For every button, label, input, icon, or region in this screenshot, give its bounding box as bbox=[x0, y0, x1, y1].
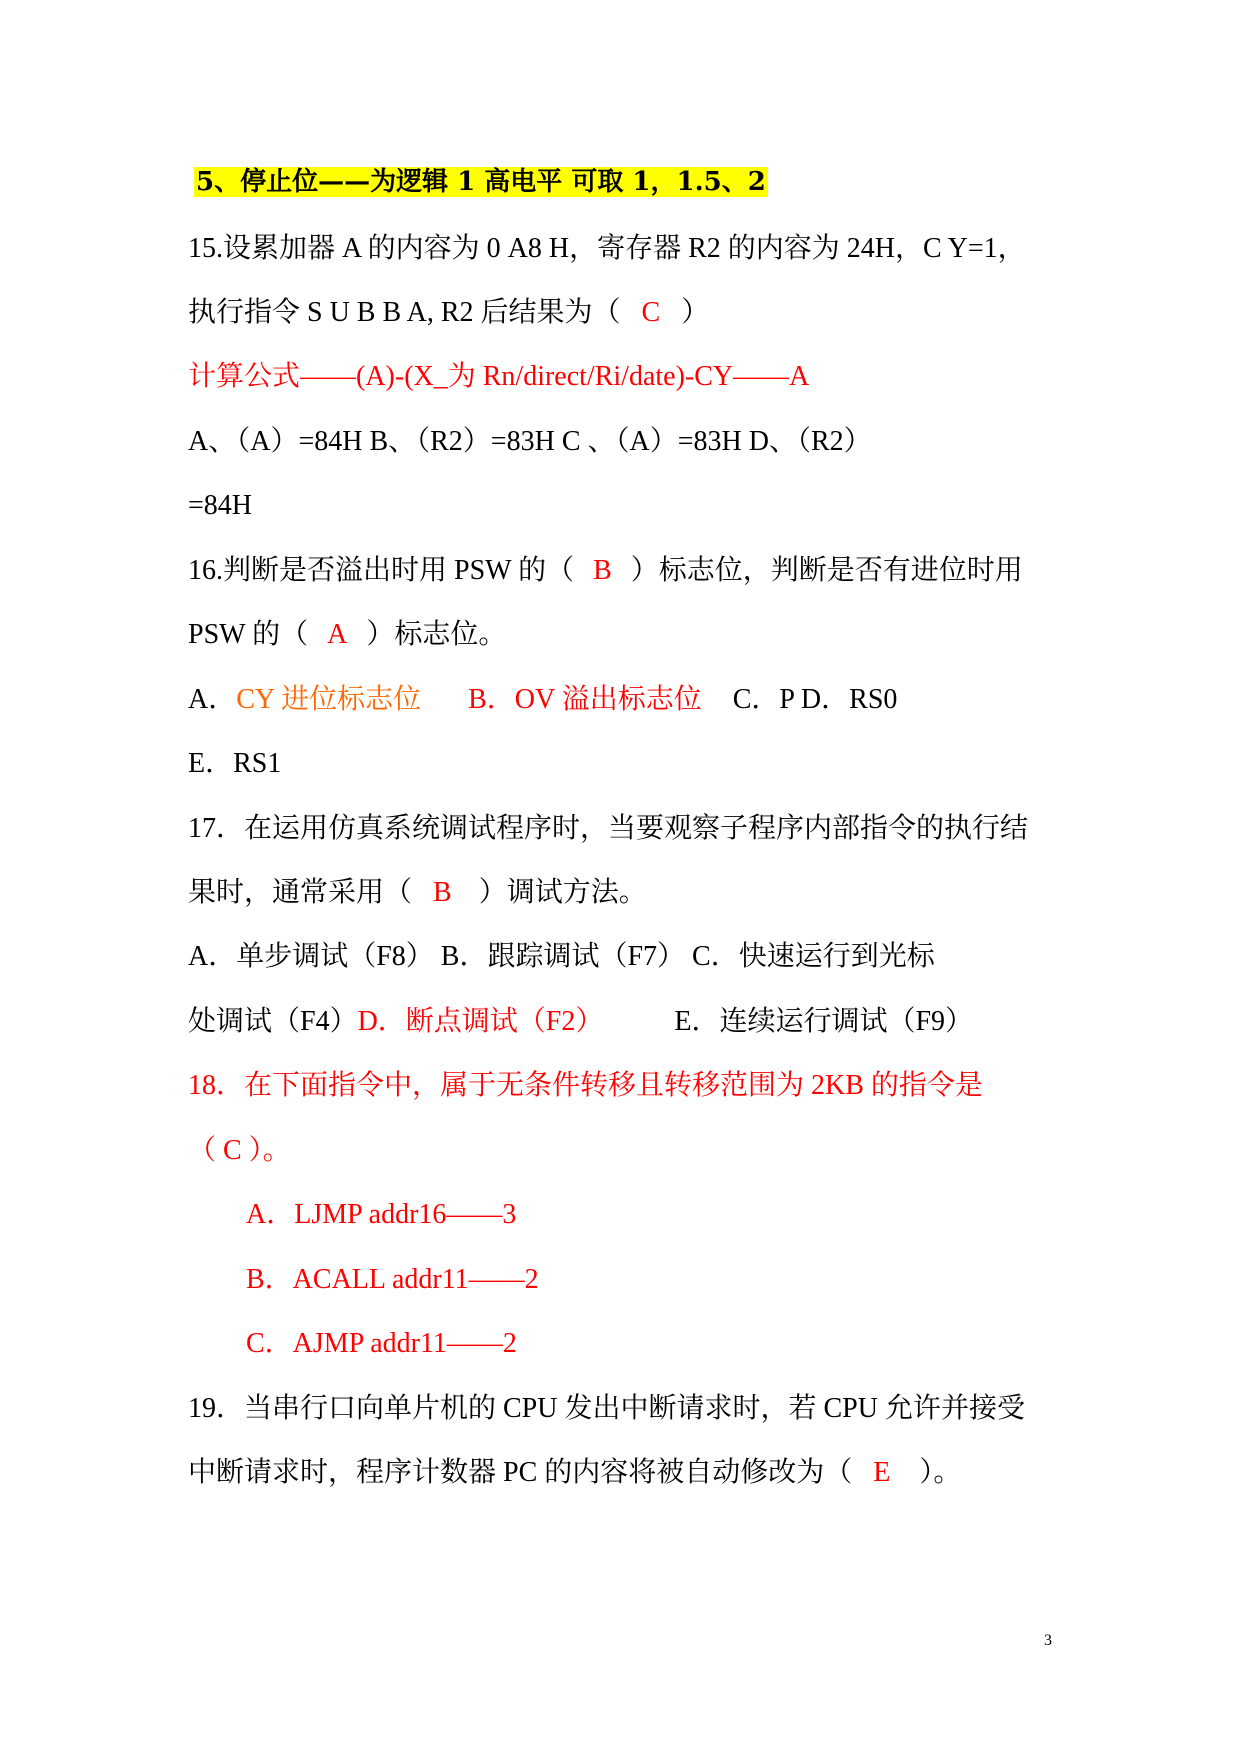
q17-line-2 bbox=[188, 873, 647, 913]
q16-answer-1: B bbox=[593, 555, 612, 586]
q15-formula: 计算公式——(A)-(X_为 Rn/direct/Ri/date)-CY——A bbox=[188, 361, 810, 392]
q19-text-end: ）。 bbox=[919, 1457, 962, 1488]
q16-line-2 bbox=[188, 615, 506, 655]
q17-line-1: 17．在运用仿真系统调试程序时，当要观察子程序内部指令的执行结 bbox=[188, 813, 1029, 844]
q16-text-2: PSW 的（ bbox=[188, 619, 309, 650]
q17-options-2 bbox=[188, 1002, 973, 1042]
q16-answer-2: A bbox=[327, 619, 348, 650]
q17-options-1: A．单步调试（F8） B．跟踪调试（F7） C．快速运行到光标 bbox=[188, 941, 935, 972]
q15-text: 执行指令 S U B B A, R2 后结果为（ bbox=[188, 297, 621, 328]
q15-line-2 bbox=[188, 293, 709, 333]
highlight-note: 5、停止位——为逻辑 1 高电平 可取 1，1.5、2 bbox=[196, 167, 766, 197]
q16-option-a-label: A． bbox=[188, 684, 237, 715]
q19-answer: E bbox=[873, 1457, 891, 1488]
q19-text: 中断请求时，程序计数器 PC 的内容将被自动修改为（ bbox=[188, 1457, 853, 1488]
q18-option-c: C．AJMP addr11——2 bbox=[246, 1328, 517, 1359]
q18-line-1: 18．在下面指令中，属于无条件转移且转移范围为 2KB 的指令是 bbox=[188, 1070, 983, 1101]
q16-options bbox=[188, 680, 897, 720]
q19-line-1: 19．当串行口向单片机的 CPU 发出中断请求时，若 CPU 允许并接受 bbox=[188, 1393, 1025, 1424]
q16-line-1 bbox=[188, 551, 1023, 591]
q16-option-b: B．OV 溢出标志位 bbox=[468, 684, 702, 715]
q15-line-1: 15.设累加器 A 的内容为 0 A8 H，寄存器 R2 的内容为 24H，C Y=1， bbox=[188, 233, 1026, 264]
q17-text: 果时，通常采用（ bbox=[188, 877, 413, 908]
q18-option-a: A．LJMP addr16——3 bbox=[246, 1199, 517, 1230]
q17-answer: B bbox=[433, 877, 452, 908]
q17-option-c-cont: 处调试（F4） bbox=[188, 1006, 358, 1037]
q16-text-1-end: ）标志位，判断是否有进位时用 bbox=[630, 555, 1023, 586]
q17-text-end: ）调试方法。 bbox=[478, 877, 647, 908]
page-number: 3 bbox=[1044, 1632, 1052, 1649]
q16-text-2-end: ）标志位。 bbox=[366, 619, 507, 650]
highlight-note-line bbox=[194, 162, 768, 202]
q18-option-b: B．ACALL addr11——2 bbox=[246, 1264, 539, 1295]
q19-line-2 bbox=[188, 1453, 961, 1493]
q16-option-e: E．RS1 bbox=[188, 748, 282, 779]
q15-options-wrap: =84H bbox=[188, 490, 253, 521]
q16-text-1: 16.判断是否溢出时用 PSW 的（ bbox=[188, 555, 575, 586]
q16-option-a: CY 进位标志位 bbox=[236, 684, 422, 715]
q18-line-2: （ C ）。 bbox=[188, 1135, 291, 1166]
q15-options: A、（A）=84H B、（R2）=83H C 、（A）=83H D、（R2） bbox=[188, 426, 872, 457]
q17-option-d: D．断点调试（F2） bbox=[357, 1006, 604, 1037]
q17-option-e: E．连续运行调试（F9） bbox=[674, 1006, 974, 1037]
q15-answer: C bbox=[641, 297, 661, 328]
q15-close: ） bbox=[681, 297, 710, 328]
q16-option-cd: C．P D．RS0 bbox=[732, 684, 898, 715]
